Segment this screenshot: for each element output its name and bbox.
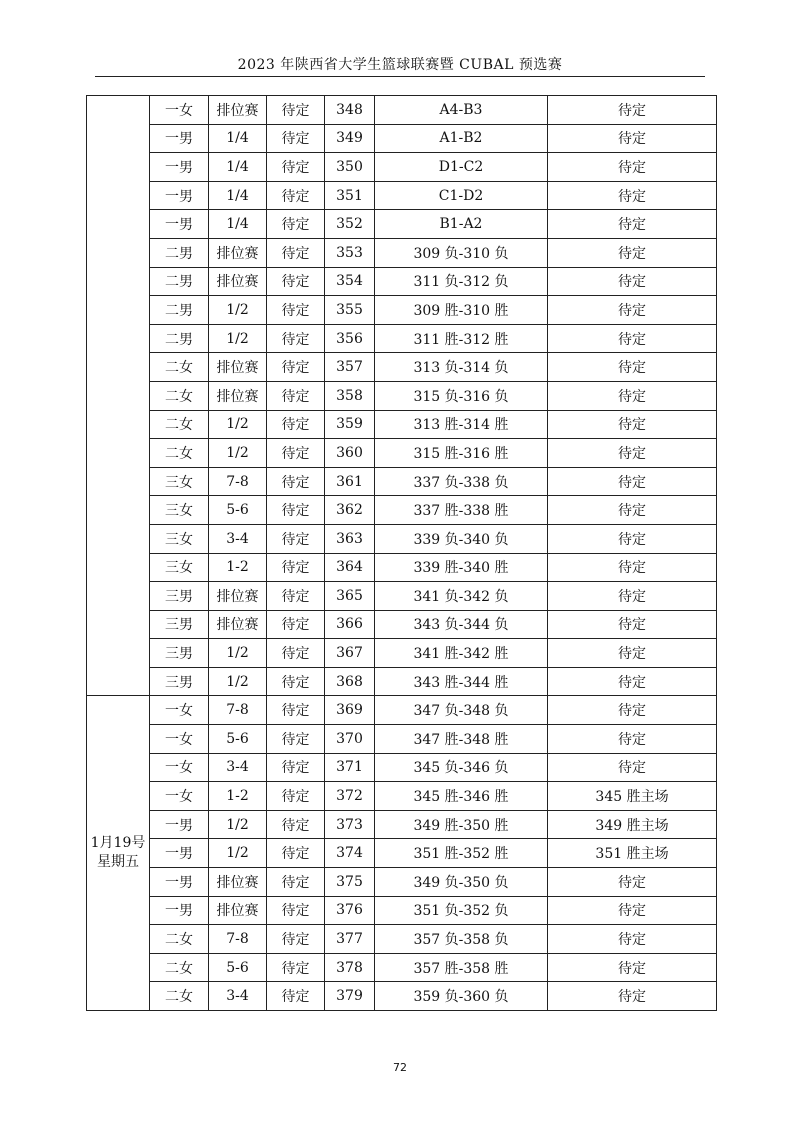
round-cell: 排位赛 [209,267,267,296]
group-cell: 一男 [150,181,209,210]
matchup-cell: 313 负-314 负 [375,353,548,382]
table-row [87,610,717,639]
round-cell: 1/2 [209,839,267,868]
group-cell: 二女 [150,953,209,982]
venue-cell: 待定 [267,353,325,382]
home-cell: 349 胜主场 [548,810,717,839]
round-cell: 1/2 [209,810,267,839]
venue-cell: 待定 [267,467,325,496]
round-cell: 1/2 [209,324,267,353]
venue-cell: 待定 [267,982,325,1011]
table-row [87,582,717,611]
round-cell: 排位赛 [209,381,267,410]
home-cell: 待定 [548,210,717,239]
matchup-cell: 359 负-360 负 [375,982,548,1011]
group-cell: 一女 [150,96,209,125]
table-row [87,553,717,582]
game-number-cell: 369 [325,696,375,725]
round-cell: 3-4 [209,524,267,553]
game-number-cell: 356 [325,324,375,353]
round-cell: 排位赛 [209,610,267,639]
table-row [87,868,717,897]
group-cell: 一男 [150,868,209,897]
table-row [87,124,717,153]
matchup-cell: 337 胜-338 胜 [375,496,548,525]
round-cell: 1/2 [209,439,267,468]
round-cell: 1/2 [209,410,267,439]
home-cell: 待定 [548,410,717,439]
matchup-cell: 311 负-312 负 [375,267,548,296]
group-cell: 一男 [150,896,209,925]
table-row [87,753,717,782]
venue-cell: 待定 [267,839,325,868]
game-number-cell: 366 [325,610,375,639]
game-number-cell: 368 [325,667,375,696]
table-row [87,725,717,754]
round-cell: 排位赛 [209,896,267,925]
group-cell: 二男 [150,267,209,296]
home-cell: 待定 [548,524,717,553]
game-number-cell: 376 [325,896,375,925]
home-cell: 待定 [548,267,717,296]
home-cell: 待定 [548,639,717,668]
home-cell: 待定 [548,238,717,267]
table-row [87,96,717,125]
game-number-cell: 350 [325,153,375,182]
venue-cell: 待定 [267,953,325,982]
matchup-cell: 343 胜-344 胜 [375,667,548,696]
table-row [87,667,717,696]
table-row [87,810,717,839]
group-cell: 一女 [150,725,209,754]
group-cell: 二男 [150,296,209,325]
matchup-cell: D1-C2 [375,153,548,182]
round-cell: 排位赛 [209,238,267,267]
group-cell: 一男 [150,153,209,182]
home-cell: 待定 [548,381,717,410]
header-rule [95,76,705,77]
group-cell: 二女 [150,410,209,439]
round-cell: 1/4 [209,210,267,239]
table-row [87,467,717,496]
group-cell: 一男 [150,124,209,153]
matchup-cell: C1-D2 [375,181,548,210]
venue-cell: 待定 [267,324,325,353]
round-cell: 排位赛 [209,96,267,125]
game-number-cell: 349 [325,124,375,153]
home-cell: 待定 [548,467,717,496]
page-number: 72 [393,1061,407,1074]
game-number-cell: 353 [325,238,375,267]
game-number-cell: 352 [325,210,375,239]
game-number-cell: 363 [325,524,375,553]
group-cell: 一女 [150,696,209,725]
home-cell: 345 胜主场 [548,782,717,811]
group-cell: 二女 [150,925,209,954]
group-cell: 二女 [150,381,209,410]
home-cell: 待定 [548,324,717,353]
table-row [87,524,717,553]
home-cell: 待定 [548,181,717,210]
home-cell: 待定 [548,496,717,525]
matchup-cell: 341 胜-342 胜 [375,639,548,668]
date-label: 1月19号 [90,835,146,852]
game-number-cell: 378 [325,953,375,982]
matchup-cell: 315 胜-316 胜 [375,439,548,468]
home-cell: 待定 [548,353,717,382]
venue-cell: 待定 [267,524,325,553]
matchup-cell: 357 负-358 负 [375,925,548,954]
round-cell: 1/4 [209,124,267,153]
date-cell [87,696,150,1011]
group-cell: 二女 [150,982,209,1011]
home-cell: 待定 [548,868,717,897]
game-number-cell: 361 [325,467,375,496]
game-number-cell: 375 [325,868,375,897]
game-number-cell: 355 [325,296,375,325]
game-number-cell: 357 [325,353,375,382]
table-row [87,639,717,668]
game-number-cell: 354 [325,267,375,296]
round-cell: 7-8 [209,467,267,496]
venue-cell: 待定 [267,96,325,125]
home-cell: 待定 [548,153,717,182]
game-number-cell: 351 [325,181,375,210]
venue-cell: 待定 [267,896,325,925]
home-cell: 待定 [548,725,717,754]
home-cell: 待定 [548,439,717,468]
group-cell: 一女 [150,753,209,782]
game-number-cell: 377 [325,925,375,954]
group-cell: 三男 [150,610,209,639]
game-number-cell: 358 [325,381,375,410]
home-cell: 待定 [548,982,717,1011]
group-cell: 二女 [150,439,209,468]
game-number-cell: 371 [325,753,375,782]
venue-cell: 待定 [267,181,325,210]
home-cell: 待定 [548,896,717,925]
table-row [87,296,717,325]
weekday-label: 星期五 [97,854,139,871]
matchup-cell: 351 胜-352 胜 [375,839,548,868]
matchup-cell: B1-A2 [375,210,548,239]
group-cell: 三男 [150,582,209,611]
home-cell: 待定 [548,696,717,725]
venue-cell: 待定 [267,639,325,668]
game-number-cell: 362 [325,496,375,525]
group-cell: 三女 [150,496,209,525]
group-cell: 三男 [150,639,209,668]
venue-cell: 待定 [267,782,325,811]
home-cell: 待定 [548,925,717,954]
venue-cell: 待定 [267,439,325,468]
round-cell: 5-6 [209,953,267,982]
home-cell: 待定 [548,610,717,639]
venue-cell: 待定 [267,696,325,725]
matchup-cell: 309 负-310 负 [375,238,548,267]
table-row [87,353,717,382]
round-cell: 7-8 [209,696,267,725]
matchup-cell: 347 负-348 负 [375,696,548,725]
matchup-cell: A1-B2 [375,124,548,153]
venue-cell: 待定 [267,124,325,153]
game-number-cell: 370 [325,725,375,754]
home-cell: 待定 [548,124,717,153]
group-cell: 一男 [150,839,209,868]
matchup-cell: 351 负-352 负 [375,896,548,925]
venue-cell: 待定 [267,210,325,239]
page-header-title: 2023 年陕西省大学生篮球联赛暨 CUBAL 预选赛 [237,57,563,73]
matchup-cell: 311 胜-312 胜 [375,324,548,353]
table-row [87,210,717,239]
group-cell: 三男 [150,667,209,696]
table-row [87,496,717,525]
venue-cell: 待定 [267,238,325,267]
game-number-cell: 373 [325,810,375,839]
group-cell: 三女 [150,524,209,553]
home-cell: 待定 [548,96,717,125]
home-cell: 待定 [548,553,717,582]
table-row [87,782,717,811]
matchup-cell: 339 负-340 负 [375,524,548,553]
venue-cell: 待定 [267,667,325,696]
game-number-cell: 374 [325,839,375,868]
venue-cell: 待定 [267,410,325,439]
group-cell: 二男 [150,238,209,267]
group-cell: 一男 [150,810,209,839]
game-number-cell: 364 [325,553,375,582]
matchup-cell: 341 负-342 负 [375,582,548,611]
round-cell: 1/2 [209,296,267,325]
table-row [87,181,717,210]
table-row [87,696,717,725]
group-cell: 一女 [150,782,209,811]
home-cell: 351 胜主场 [548,839,717,868]
matchup-cell: 337 负-338 负 [375,467,548,496]
table-row [87,925,717,954]
group-cell: 二女 [150,353,209,382]
venue-cell: 待定 [267,496,325,525]
game-number-cell: 365 [325,582,375,611]
matchup-cell: 349 负-350 负 [375,868,548,897]
table-row [87,896,717,925]
group-cell: 三女 [150,553,209,582]
venue-cell: 待定 [267,296,325,325]
game-number-cell: 359 [325,410,375,439]
table-row [87,153,717,182]
matchup-cell: 345 胜-346 胜 [375,782,548,811]
table-row [87,953,717,982]
table-row [87,839,717,868]
venue-cell: 待定 [267,810,325,839]
round-cell: 1/2 [209,667,267,696]
venue-cell: 待定 [267,725,325,754]
round-cell: 1/4 [209,153,267,182]
matchup-cell: 347 胜-348 胜 [375,725,548,754]
matchup-cell: A4-B3 [375,96,548,125]
venue-cell: 待定 [267,381,325,410]
game-number-cell: 367 [325,639,375,668]
home-cell: 待定 [548,582,717,611]
table-row [87,439,717,468]
game-number-cell: 348 [325,96,375,125]
matchup-cell: 313 胜-314 胜 [375,410,548,439]
home-cell: 待定 [548,753,717,782]
schedule-table [86,95,717,1011]
venue-cell: 待定 [267,868,325,897]
table-row [87,267,717,296]
round-cell: 3-4 [209,753,267,782]
group-cell: 三女 [150,467,209,496]
home-cell: 待定 [548,953,717,982]
table-row [87,410,717,439]
matchup-cell: 343 负-344 负 [375,610,548,639]
home-cell: 待定 [548,296,717,325]
venue-cell: 待定 [267,582,325,611]
venue-cell: 待定 [267,925,325,954]
matchup-cell: 345 负-346 负 [375,753,548,782]
matchup-cell: 315 负-316 负 [375,381,548,410]
round-cell: 5-6 [209,496,267,525]
matchup-cell: 357 胜-358 胜 [375,953,548,982]
table-row [87,324,717,353]
round-cell: 7-8 [209,925,267,954]
round-cell: 排位赛 [209,582,267,611]
game-number-cell: 372 [325,782,375,811]
venue-cell: 待定 [267,153,325,182]
venue-cell: 待定 [267,553,325,582]
date-cell-empty [87,96,150,696]
matchup-cell: 339 胜-340 胜 [375,553,548,582]
venue-cell: 待定 [267,610,325,639]
round-cell: 排位赛 [209,353,267,382]
home-cell: 待定 [548,667,717,696]
game-number-cell: 379 [325,982,375,1011]
game-number-cell: 360 [325,439,375,468]
venue-cell: 待定 [267,267,325,296]
round-cell: 5-6 [209,725,267,754]
round-cell: 1/2 [209,639,267,668]
venue-cell: 待定 [267,753,325,782]
round-cell: 1/4 [209,181,267,210]
matchup-cell: 349 胜-350 胜 [375,810,548,839]
table-row [87,982,717,1011]
round-cell: 1-2 [209,782,267,811]
round-cell: 1-2 [209,553,267,582]
table-row [87,238,717,267]
group-cell: 一男 [150,210,209,239]
matchup-cell: 309 胜-310 胜 [375,296,548,325]
round-cell: 3-4 [209,982,267,1011]
group-cell: 二男 [150,324,209,353]
table-row [87,381,717,410]
round-cell: 排位赛 [209,868,267,897]
